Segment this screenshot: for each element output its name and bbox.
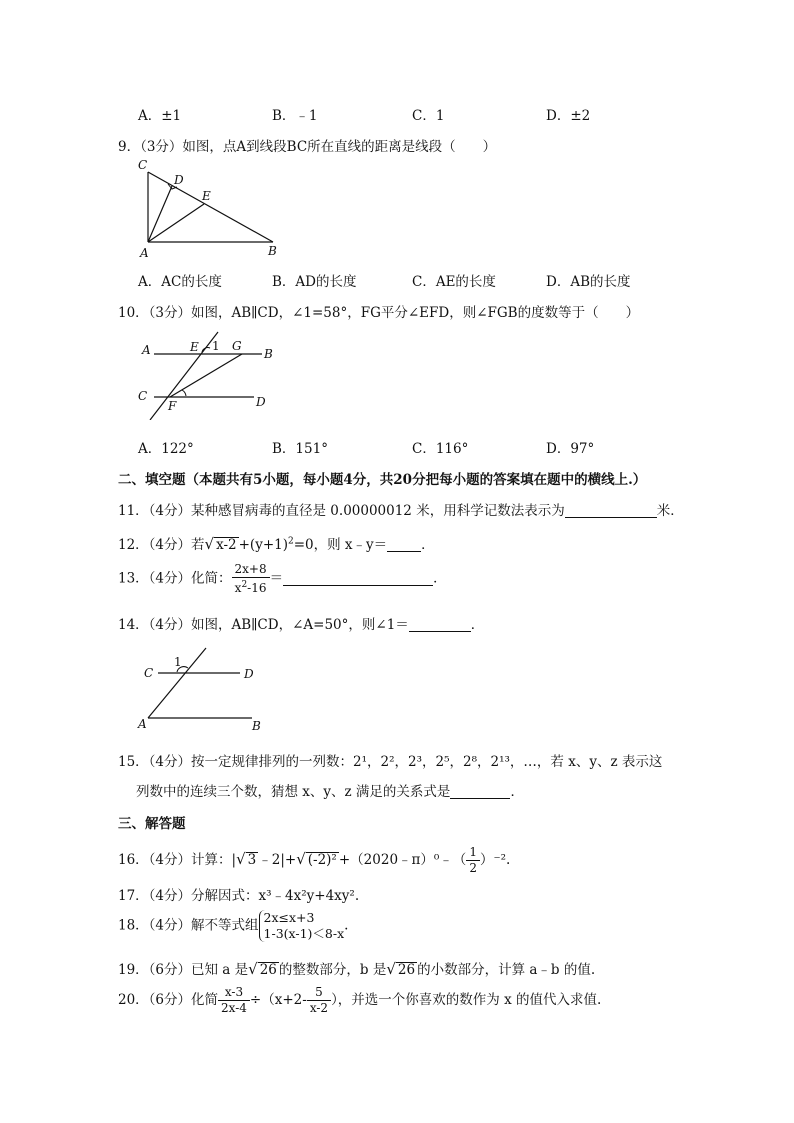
q18-inequality-2: 1-3(x-1)＜8-x xyxy=(263,926,345,941)
q14 xyxy=(118,613,484,633)
q10-label-e: E xyxy=(190,340,199,354)
q10-figure xyxy=(130,330,290,420)
section-2-heading: 二、填空题（本题共有5小题，每小题4分，共20分把每小题的答案填在题中的横线上.） xyxy=(118,472,647,488)
q10-option-b: B．151° xyxy=(272,441,328,457)
q9-option-d: D．AB的长度 xyxy=(546,274,631,290)
q13-answer-blank[interactable] xyxy=(283,571,433,586)
q10-label-1: 1 xyxy=(212,339,220,353)
q20-tail: ），并选一个你喜欢的数作为 x 的值代入求值. xyxy=(331,992,602,1008)
q20-mid: ÷（x+2- xyxy=(249,992,307,1008)
q10-label-a: A xyxy=(142,343,151,357)
q14-label-1: 1 xyxy=(174,655,182,669)
q15-end: ． xyxy=(510,784,524,800)
q12-answer-blank[interactable] xyxy=(387,537,421,552)
q16-prefix: 16．（4分）计算：| xyxy=(118,852,237,868)
q8-option-a: A．±1 xyxy=(138,108,182,124)
q9-label-b: B xyxy=(268,244,277,258)
q15-line1: 15．（4分）按一定规律排列的一列数：2¹，2²，2³，2⁵，2⁸，2¹³，…，若 x、y、z 表示这 xyxy=(118,754,663,770)
q10-label-d: D xyxy=(256,395,266,409)
q20-fraction-1: $\frac{x-3}{2x-4}$ xyxy=(218,985,250,1016)
q16-mid: ﹣2|+ xyxy=(258,852,297,868)
q15-answer-blank[interactable] xyxy=(450,784,510,799)
q9-label-d: D xyxy=(174,173,184,187)
q12-rest: +(y+1) xyxy=(238,537,288,553)
q19-radicand-1: 26 xyxy=(259,962,277,978)
q13-end: ． xyxy=(433,570,447,587)
q10-label-g: G xyxy=(232,339,242,353)
q13-numerator: 2x+8 xyxy=(232,562,270,578)
q11-stem: 11．（4分）某种感冒病毒的直径是 0.00000012 米，用科学记数法表示为 xyxy=(118,503,565,519)
q9-figure xyxy=(130,156,290,262)
q9-label-e: E xyxy=(202,189,211,203)
q14-figure xyxy=(130,642,270,734)
q10-label-c: C xyxy=(138,389,148,403)
q14-end: ． xyxy=(470,617,485,633)
q16-tail: ）⁻². xyxy=(479,852,511,868)
q19-mid: 的整数部分，b 是 xyxy=(278,962,387,978)
q12-end: ． xyxy=(421,537,435,553)
q9-label-c: C xyxy=(138,158,148,172)
q13-equals: ＝ xyxy=(269,570,284,587)
q11 xyxy=(118,499,684,519)
q18 xyxy=(118,910,348,942)
q14-label-b: B xyxy=(252,719,261,733)
q19-radicand-2: 26 xyxy=(397,962,416,978)
q13-denominator: $x^2-16$ xyxy=(234,580,267,595)
q11-tail: 米． xyxy=(656,503,684,519)
q10-stem: 10．（3分）如图，AB∥CD，∠1=58°，FG平分∠EFD，则∠FGB的度数等于（ ） xyxy=(118,305,640,321)
q13-prefix: 13．（4分）化简： xyxy=(118,570,232,587)
q10-label-f: F xyxy=(168,399,177,413)
q9-stem: 9．（3分）如图，点A到线段BC所在直线的距离是线段（ ） xyxy=(118,139,497,155)
q20-prefix: 20．（6分）化简 xyxy=(118,992,219,1008)
q14-label-d: D xyxy=(244,667,254,681)
q10-option-d: D．97° xyxy=(546,441,595,457)
q9-option-c: C．AE的长度 xyxy=(412,274,496,290)
q12-exponent: 2 xyxy=(288,536,294,547)
q20-fraction-2: $\frac{5}{x-2}$ xyxy=(307,985,331,1016)
q15-line2-wrap xyxy=(136,780,524,800)
q19-prefix: 19．（6分）已知 a 是 xyxy=(118,962,249,978)
q18-inequality-1: 2x≤x+3 xyxy=(263,910,315,925)
q9-label-a: A xyxy=(140,246,149,260)
q13 xyxy=(118,562,447,596)
q11-answer-blank[interactable] xyxy=(565,503,657,518)
q8-option-b: B．﹣1 xyxy=(272,108,318,124)
q17: 17．（4分）分解因式：x³﹣4x²y+4xy². xyxy=(118,888,360,904)
q18-prefix: 18．（4分）解不等式组 xyxy=(118,917,259,934)
q16-mid2: +（2020﹣π）⁰﹣（ xyxy=(338,852,467,868)
q12: 12．（4分）若√ $x-2 +(y+1)^2=0$，则 x﹣y＝ ． xyxy=(118,535,435,553)
q16-radicand-1: 3 xyxy=(247,852,257,868)
q15-line2: 列数中的连续三个数，猜想 x、y、z 满足的关系式是 xyxy=(136,784,451,800)
q14-label-a: A xyxy=(138,717,147,731)
q14-answer-blank[interactable] xyxy=(409,617,471,632)
q14-label-c: C xyxy=(144,666,154,680)
q12-tail: =0，则 x﹣y＝ xyxy=(293,537,388,553)
q14-stem: 14．（4分）如图，AB∥CD，∠A=50°，则∠1＝ xyxy=(118,617,409,633)
q20 xyxy=(118,985,601,1016)
q16: 16．（4分）计算：|√ 3 ﹣2|+√ (-2)² +（2020﹣π）⁰﹣（ $\frac{1}{2}$ ）⁻². xyxy=(118,845,511,875)
q8-option-c: C．1 xyxy=(412,108,445,124)
q10-option-a: A．122° xyxy=(138,441,194,457)
q12-prefix: 12．（4分）若 xyxy=(118,537,205,553)
q10-label-b: B xyxy=(264,347,273,361)
q9-option-a: A．AC的长度 xyxy=(138,274,222,290)
q13-fraction xyxy=(232,562,270,596)
q12-radicand: x-2 xyxy=(216,537,237,553)
q9-option-b: B．AD的长度 xyxy=(272,274,357,290)
q18-system xyxy=(259,910,345,942)
section-3-heading: 三、解答题 xyxy=(118,816,186,832)
q16-radicand-2: (-2)² xyxy=(307,852,337,868)
q10-option-c: C．116° xyxy=(412,441,469,457)
q19-tail: 的小数部分，计算 a﹣b 的值. xyxy=(417,962,596,978)
q19: 19．（6分）已知 a 是√ 26 的整数部分，b 是√ 26 的小数部分，计算 a﹣b 的值. xyxy=(118,960,596,978)
q8-option-d: D．±2 xyxy=(546,108,591,124)
q18-end: . xyxy=(344,917,349,934)
q16-fraction: $\frac{1}{2}$ xyxy=(466,845,480,876)
